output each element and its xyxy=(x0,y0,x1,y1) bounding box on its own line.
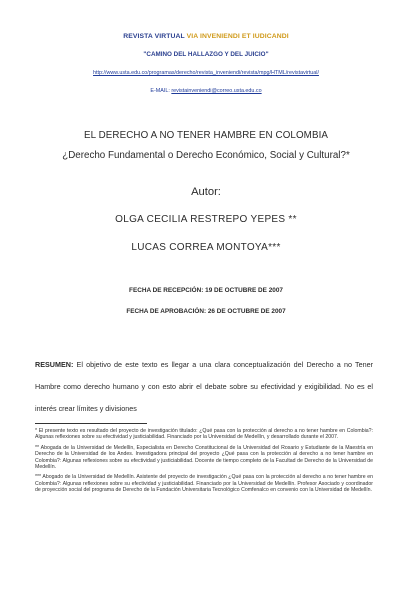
email-link[interactable]: revistainveniendi@correo.usta.edu.co xyxy=(171,88,262,94)
journal-header xyxy=(0,33,412,40)
footnote-3: *** Abogado de la Universidad de Medellín. Asistente del proyecto de investigación ¿Qué pasa con la protección al derecho a no tener hambre en Colombia?: Algunas reflexiones sobre su efectividad y justiciabilidad. Financiado por la Universidad de Medellín. Profesor Asociado y coordinador de proyección social del programa de Derecho de la Fundación Universitaria Tecnológico Comfenalco en convenio con la Universidad de Medellín. xyxy=(35,474,373,494)
author-name-1: OLGA CECILIA RESTREPO YEPES ** xyxy=(115,214,297,225)
abstract-paragraph xyxy=(35,354,373,420)
journal-name: REVISTA VIRTUAL xyxy=(123,33,185,40)
journal-url xyxy=(0,70,412,76)
abstract-lead: RESUMEN: xyxy=(35,360,74,369)
reception-date: FECHA DE RECEPCIÓN: 19 DE OCTUBRE DE 2007 xyxy=(129,287,283,294)
article-subtitle: ¿Derecho Fundamental o Derecho Económico, Social y Cultural?* xyxy=(62,150,350,161)
approval-date: FECHA DE APROBACIÓN: 26 DE OCTUBRE DE 2007 xyxy=(126,308,286,315)
journal-accent: VIA INVENIENDI ET IUDICANDI xyxy=(186,33,289,40)
footnotes xyxy=(35,428,373,494)
journal-motto: "CAMINO DEL HALLAZGO Y DEL JUICIO" xyxy=(143,51,269,58)
abstract-text: El objetivo de este texto es llegar a una clara conceptualización del Derecho a no Tener Hambre como derecho humano y con esto abrir el debate sobre su efectividad y exigibilidad. No es el interés crear límites y divisiones xyxy=(35,360,373,413)
footnote-2: ** Abogada de la Universidad de Medellín, Especialista en Derecho Constitucional de la Universidad del Rosario y Estudiante de la Maestría en Derecho de la Universidad de los Andes. Investigadora principal del proyecto ¿Qué pasa con la protección al derecho a no tener hambre en Colombia?: Algunas reflexiones sobre su efectividad y justiciabilidad. Docente de tiempo completo de la Facultad de Derecho de la Universidad de Medellín. xyxy=(35,444,373,471)
author-name-2: LUCAS CORREA MONTOYA*** xyxy=(131,242,281,253)
journal-url-link[interactable]: http://www.usta.edu.co/programas/derecho/revista_inveniendi/revista/mpg/HTML/revistavirtual/ xyxy=(93,70,319,76)
journal-email xyxy=(0,88,412,94)
footnote-1: * El presente texto es resultado del proyecto de investigación titulado: ¿Qué pasa con la protección al derecho a no tener hambre en Colombia?: Algunas reflexiones sobre su efectividad y justiciabilidad. Financiado por la Universidad de Medellín, y desarrollado durante el 2007. xyxy=(35,428,373,441)
article-title: EL DERECHO A NO TENER HAMBRE EN COLOMBIA xyxy=(83,130,329,141)
footnote-divider xyxy=(35,423,147,424)
author-label: Autor: xyxy=(191,186,221,198)
email-label: E-MAIL: xyxy=(150,88,170,94)
